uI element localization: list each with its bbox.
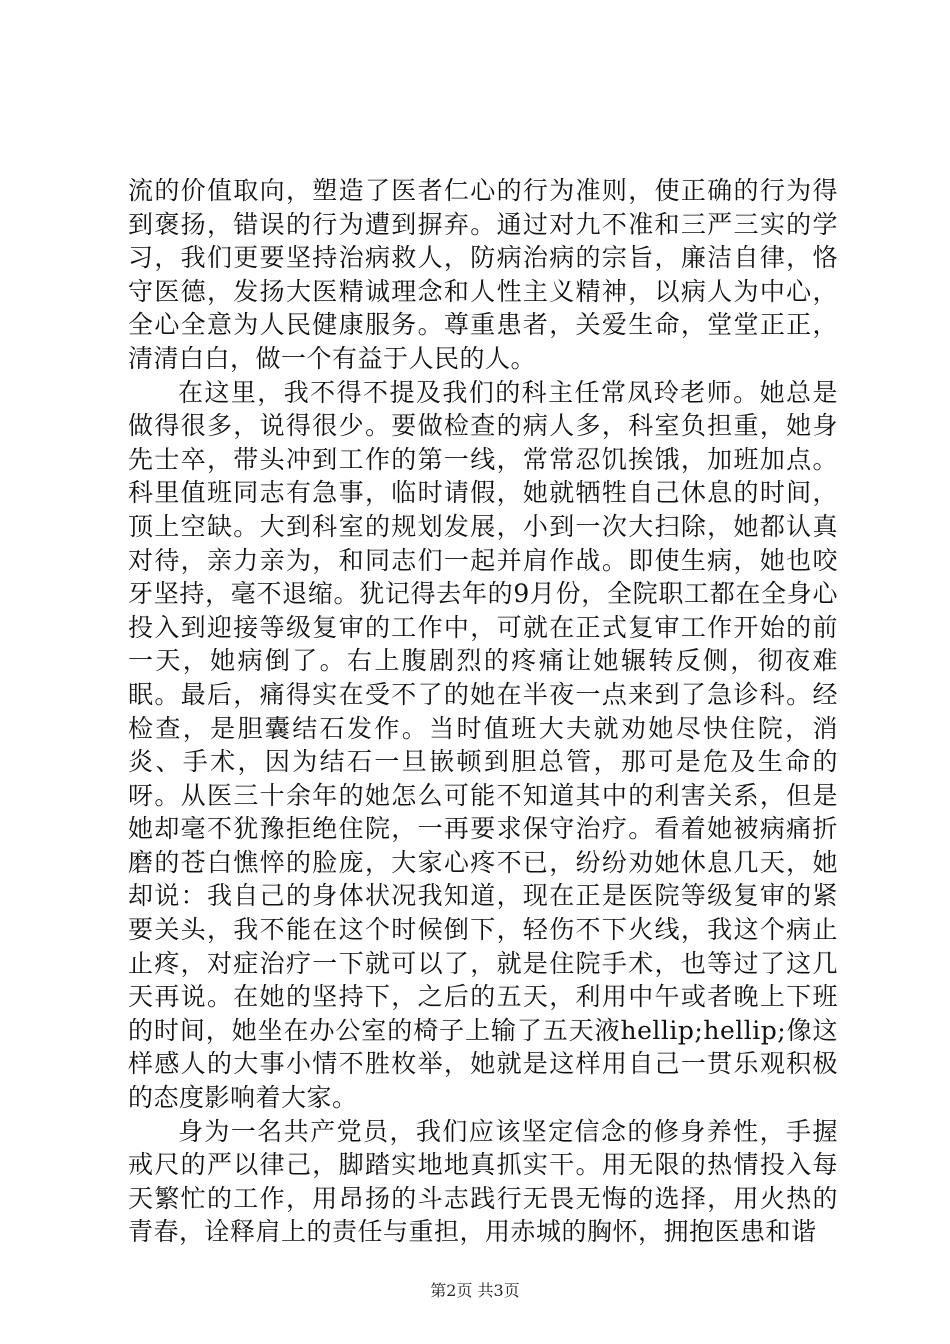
paragraph-2: 在这里，我不得不提及我们的科主任常凤玲老师。她总是做得很多，说得很少。要做检查的病人多，科室负担重，她身先士卒，带头冲到工作的第一线，常常忍饥挨饿，加班加点。科里值班同志有急事，临时请假，她就牺牲自己休息的时间，顶上空缺。大到科室的规划发展，小到一次大扫除，她都认真对待，亲力亲为，和同志们一起并肩作战。即使生病，她也咬牙坚持，毫不退缩。犹记得去年的9月份，全院职工都在全身心投入到迎接等级复审的工作中，可就在正式复审工作开始的前一天，她病倒了。右上腹剧烈的疼痛让她辗转反侧，彻夜难眠。最后，痛得实在受不了的她在半夜一点来到了急诊科。经检查，是胆囊结石发作。当时值班大夫就劝她尽快住院，消炎、手术，因为结石一旦嵌顿到胆总管，那可是危及生命的呀。从医三十余年的她怎么可能不知道其中的利害关系，但是她却毫不犹豫拒绝住院，一再要求保守治疗。看着她被病痛折磨的苍白憔悴的脸庞，大家心疼不已，纷纷劝她休息几天，她却说：我自己的身体状况我知道，现在正是医院等级复审的紧要关头，我不能在这个时候倒下，轻伤不下火线，我这个病止止疼，对症治疗一下就可以了，就是住院手术，也等过了这几天再说。在她的坚持下，之后的五天，利用中午或者晚上下班的时间，她坐在办公室的椅子上输了五天液hellip;hellip;像这样感人的大事小情不胜枚举，她就是这样用自己一贯乐观积极的态度影响着大家。 xyxy=(128,377,838,1113)
document-body xyxy=(128,174,838,1249)
paragraph-3: 身为一名共产党员，我们应该坚定信念的修身养性，手握戒尺的严以律己，脚踏实地地真抓实干。用无限的热情投入每天繁忙的工作，用昂扬的斗志践行无畏无悔的选择，用火热的青春，诠释肩上的责任与重担，用赤城的胸怀，拥抱医患和谐 xyxy=(128,1116,838,1247)
paragraph-1: 流的价值取向，塑造了医者仁心的行为准则，使正确的行为得到褒扬，错误的行为遭到摒弃。通过对九不准和三严三实的学习，我们更要坚持治病救人，防病治病的宗旨，廉洁自律，恪守医德，发扬大医精诚理念和人性主义精神，以病人为中心，全心全意为人民健康服务。尊重患者，关爱生命，堂堂正正，清清白白，做一个有益于人民的人。 xyxy=(128,176,838,373)
page-footer: 第2页 共3页 xyxy=(430,1281,520,1300)
